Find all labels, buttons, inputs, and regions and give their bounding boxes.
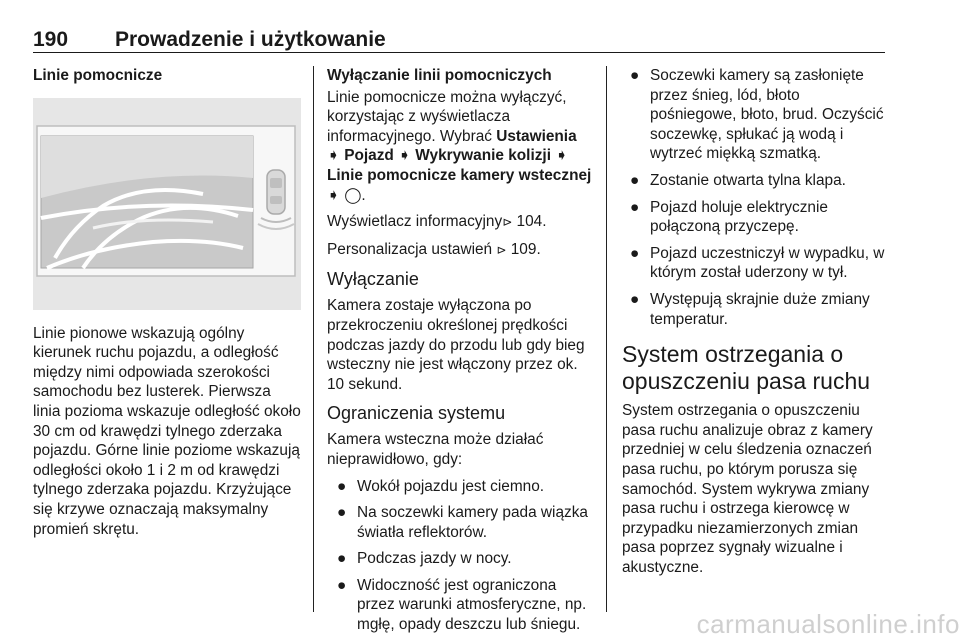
camera-display-illustration: [33, 98, 301, 310]
bullet-icon: ●: [337, 477, 347, 495]
list-item: ● Pojazd holuje elektrycznie połączoną przyczepę.: [630, 198, 828, 236]
section-heading-switch-off: Wyłączanie: [327, 269, 419, 290]
reference-arrow-icon: ⊳: [502, 215, 513, 230]
bullet-icon: ●: [630, 171, 640, 189]
column-1: [33, 66, 301, 546]
column-divider-1: [313, 66, 314, 612]
disable-guidelines-paragraph: Linie pomocnicze można wyłączyć, korzystając z wyświetlacza informacyjnego. Wybrać Ustawienia ➧ Pojazd ➧ Wykrywanie kolizji ➧ Linie pomocnicze kamery wstecznej ➧ ◯.: [327, 88, 592, 204]
column-3: [622, 66, 890, 584]
list-item: ● Pojazd uczestniczył w wypadku, w którym został uderzony w tył.: [630, 244, 885, 282]
system-limits-intro: Kamera wsteczna może działać nieprawidłowo, gdy:: [327, 431, 544, 468]
guidelines-description: Linie pionowe wskazują ogólny kierunek ruchu pojazdu, a odległość między nimi odpowiada szerokości samochodu bez lusterek. Pierwsza linia pozioma wskazuje odległość około 30 cm od krawędzi tylnego zderzaka pojazdu. Górne linie poziome wskazują odległości około 1 i 2 m od krawędzi tylnego zderzaka pojazdu. Krzyżujące się krzywe oznaczają maksymalny promień skrętu.: [33, 324, 301, 538]
section-heading-disable-guidelines: Wyłączanie linii pomocniczych: [327, 67, 552, 84]
menu-arrow-icon: ➧: [398, 147, 411, 165]
chapter-title: Prowadzenie i użytkowanie: [115, 28, 386, 51]
bullet-icon: ●: [630, 290, 640, 308]
page-header: [33, 26, 885, 53]
cross-reference-info-display[interactable]: Wyświetlacz informacyjny⊳ 104.: [327, 213, 547, 231]
list-item: ● Widoczność jest ograniczona przez warunki atmosferyczne, np. mgłę, opady deszczu lub śniegu.: [337, 576, 587, 634]
bullet-icon: ●: [337, 576, 347, 594]
bullet-icon: ●: [630, 67, 640, 84]
bullet-icon: ●: [630, 244, 640, 262]
bullet-icon: ●: [630, 198, 640, 216]
section-heading-guidelines: Linie pomocnicze: [33, 67, 163, 84]
toggle-circle-icon: ◯: [344, 186, 362, 204]
lane-departure-paragraph: System ostrzegania o opuszczeniu pasa ruchu analizuje obraz z kamery przedniej w celu śledzenia oznaczeń pasa ruchu, po którym porusza się samochód. System wykrywa zmiany pasa ruchu i ostrzega kierowcę w przypadku niezamierzonych zmian pasa poprzez sygnały wizualne i akustyczne.: [622, 402, 873, 576]
menu-arrow-icon: ➧: [327, 186, 340, 204]
list-item: ● Występują skrajnie duże zmiany temperatur.: [630, 290, 870, 328]
bullet-icon: ●: [337, 550, 347, 568]
list-item: ● Soczewki kamery są zasłonięte przez śnieg, lód, błoto pośniegowe, błoto, brud. Oczyścić soczewkę, spłukać ją wodą i wytrzeć miękką szmatką.: [630, 67, 884, 163]
switch-off-paragraph: Kamera zostaje wyłączona po przekroczeniu określonej prędkości podczas jazdy do przodu lub gdy bieg wsteczny nie jest włączony przez ok. 10 sekund.: [327, 297, 585, 393]
list-item: ● Na soczewki kamery pada wiązka światła reflektorów.: [337, 504, 588, 541]
cross-reference-personalization[interactable]: Personalizacja ustawień ⊳ 109.: [327, 240, 541, 258]
page-number: 190: [33, 28, 69, 51]
list-item: ● Podczas jazdy w nocy.: [337, 550, 512, 568]
rear-camera-guidelines-figure: [33, 98, 301, 310]
bullet-icon: ●: [337, 504, 347, 522]
column-2: [327, 66, 593, 642]
list-item: ● Zostanie otwarta tylna klapa.: [630, 171, 846, 189]
reference-arrow-icon: ⊳: [496, 242, 507, 257]
column-divider-2: [606, 66, 607, 612]
menu-arrow-icon: ➧: [327, 147, 340, 165]
menu-arrow-icon: ➧: [555, 147, 569, 165]
section-heading-system-limits: Ograniczenia systemu: [327, 403, 506, 424]
system-limits-list: [327, 477, 593, 635]
section-heading-lane-departure: System ostrzegania o opuszczeniu pasa ruchu: [622, 341, 871, 395]
system-limits-list-continued: [622, 66, 890, 329]
site-watermark: carmanualsonline.info: [696, 609, 960, 639]
list-item: ● Wokół pojazdu jest ciemno.: [337, 477, 545, 495]
